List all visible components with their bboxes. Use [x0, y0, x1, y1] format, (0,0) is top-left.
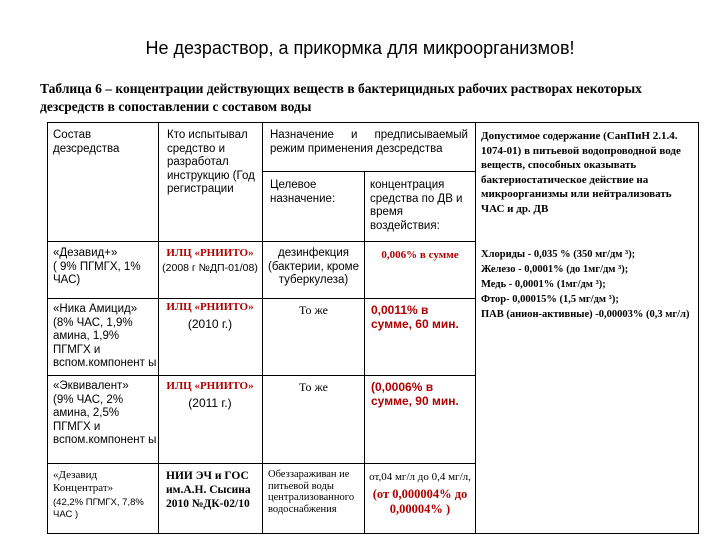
product-name: «Эквивалент»: [53, 380, 129, 392]
header-permitted-content: Допустимое содержание (СанПиН 2.1.4. 1074-01) в питьевой водопроводной воде веществ, способных оказывать бактериостатическое действие на микроорганизмы или нейтрализовать ЧАС и др. ДВ: [481, 130, 681, 215]
product-composition: ( 9% ПГМГХ, 1% ЧАС): [53, 260, 141, 286]
registration: (2011 г.): [188, 396, 232, 410]
norms-list: [481, 247, 696, 322]
concentration-cell: [366, 471, 474, 517]
header-concentration: концентрация средства по ДВ и время воздействия:: [370, 179, 463, 232]
product-composition: (9% ЧАС, 2% амина, 2,5% ПГМГХ и вспом.компонент ы: [53, 393, 157, 446]
purpose-cell: То же: [299, 303, 328, 317]
header-tester: Кто испытывал средство и разработал инструкцию (Год регистрации: [167, 129, 255, 195]
table-caption: Таблица 6 – концентрации действующих веществ в бактерицидных рабочих растворах некоторых дезсредств в сопоставлении с составом воды: [40, 81, 642, 114]
registration: 2010 №ДК-02/10: [166, 498, 250, 510]
tester-org: НИИ ЭЧ и ГОС им.А.Н. Сысина: [166, 470, 251, 496]
table-row: [53, 469, 157, 521]
header-purpose-regime: Назначение и предписываемый режим применения дезсредства: [270, 129, 468, 155]
header-target-purpose: Целевое назначение:: [270, 179, 336, 205]
norm-item: Железо - 0,0001% (до 1мг/дм ³);: [481, 264, 629, 275]
norm-item: Хлориды - 0,035 % (350 мг/дм ³);: [481, 249, 636, 260]
product-composition: (42,2% ПГМГХ, 7,8% ЧАС ): [53, 497, 144, 520]
tester-cell: [160, 247, 260, 275]
purpose-cell: То же: [299, 380, 328, 394]
product-name: «Дезавид+»: [53, 247, 118, 259]
norm-item: ПАВ (анион-активные) -0,00003% (0,3 мг/л): [481, 309, 690, 320]
norm-item: Медь - 0,0001% (1мг/дм ³);: [481, 279, 606, 290]
concentration-cell: 0,0011% в сумме, 60 мин.: [371, 303, 459, 331]
norm-item: Фтор- 0,00015% (1,5 мг/дм ³);: [481, 294, 619, 305]
table-row: [53, 303, 157, 371]
table-row: [53, 247, 155, 288]
product-name: «Ника Амицид»: [53, 303, 138, 315]
purpose-cell: Обеззараживан ие питьевой воды централизованного водоснабжения: [268, 469, 355, 515]
product-name: «Дезавид Концентрат»: [53, 469, 114, 494]
header-composition: Состав дезсредства: [53, 129, 120, 155]
table-row: [53, 380, 157, 448]
tester-org: ИЛЦ «РНИИТО»: [166, 247, 254, 259]
purpose-cell: дезинфекция (бактерии, кроме туберкулеза): [267, 247, 359, 286]
tester-org: ИЛЦ «РНИИТО»: [166, 301, 254, 313]
concentration-range-percent: (от 0,000004% до 0,00004% ): [372, 487, 468, 516]
registration: (2008 г №ДП-01/08): [162, 262, 258, 274]
tester-cell: [160, 380, 260, 410]
tester-cell: [166, 469, 260, 511]
product-composition: (8% ЧАС, 1,9% амина, 1,9% ПГМГХ и вспом.компонент ы: [53, 316, 157, 369]
concentration-cell: (0,0006% в сумме, 90 мин.: [371, 380, 459, 408]
concentration-cell: 0,006% в сумме: [381, 249, 459, 261]
concentration-range-mg: от,04 мг/л до 0,4 мг/л,: [369, 471, 471, 483]
disinfectant-table: [47, 122, 699, 534]
page-title: Не дезраствор, а прикормка для микроорганизмов!: [145, 38, 575, 58]
tester-org: ИЛЦ «РНИИТО»: [166, 380, 254, 392]
registration: (2010 г.): [187, 317, 233, 331]
tester-cell: [160, 301, 260, 331]
